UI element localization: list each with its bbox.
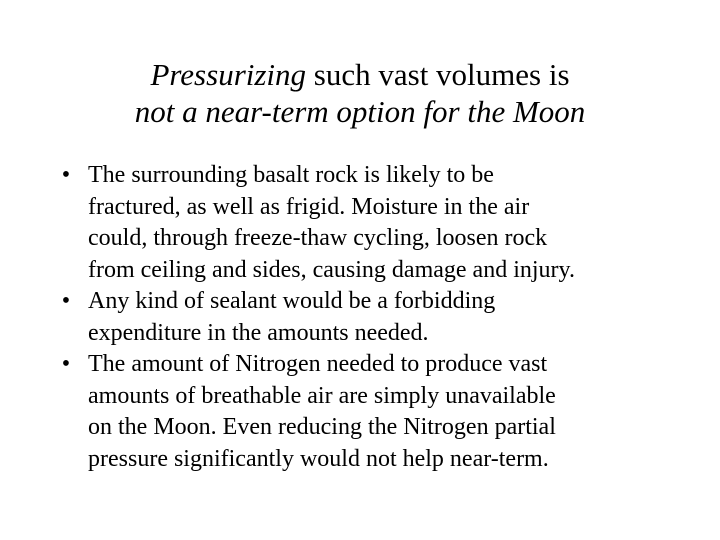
bullet-text-line: from ceiling and sides, causing damage and injury.: [88, 256, 575, 283]
bullet-text-line: The surrounding basalt rock is likely to be: [88, 162, 494, 188]
bullet-marker: •: [61, 162, 71, 188]
title-line-2: not a near-term option for the Moon: [134, 94, 586, 129]
bullet-text-line: could, through freeze-thaw cycling, loosen rock: [88, 225, 548, 251]
bullet-text-line: fractured, as well as frigid. Moisture in the air: [88, 193, 530, 220]
bullet-marker: •: [61, 288, 71, 314]
bullet-marker: •: [61, 351, 71, 377]
title-emphasis: Pressurizing: [150, 57, 307, 92]
bullet-text-line: amounts of breathable air are simply unavailable: [88, 382, 556, 409]
bullet-text-line: Any kind of sealant would be a forbidding: [88, 288, 496, 314]
title-line-1: [60, 56, 660, 93]
bullet-item: [56, 349, 676, 475]
bullet-text-line: The amount of Nitrogen needed to produce vast: [88, 351, 548, 377]
bullet-item: [56, 286, 676, 349]
title-line-1-rest: such vast volumes is: [306, 57, 570, 92]
bullet-text-line: on the Moon. Even reducing the Nitrogen partial: [88, 414, 556, 440]
bullet-text-line: expenditure in the amounts needed.: [88, 319, 429, 346]
bullet-text-line: pressure significantly would not help near-term.: [88, 445, 549, 472]
slide-title: [60, 56, 660, 130]
bullet-item: [56, 160, 676, 286]
bullet-list: [56, 160, 676, 475]
